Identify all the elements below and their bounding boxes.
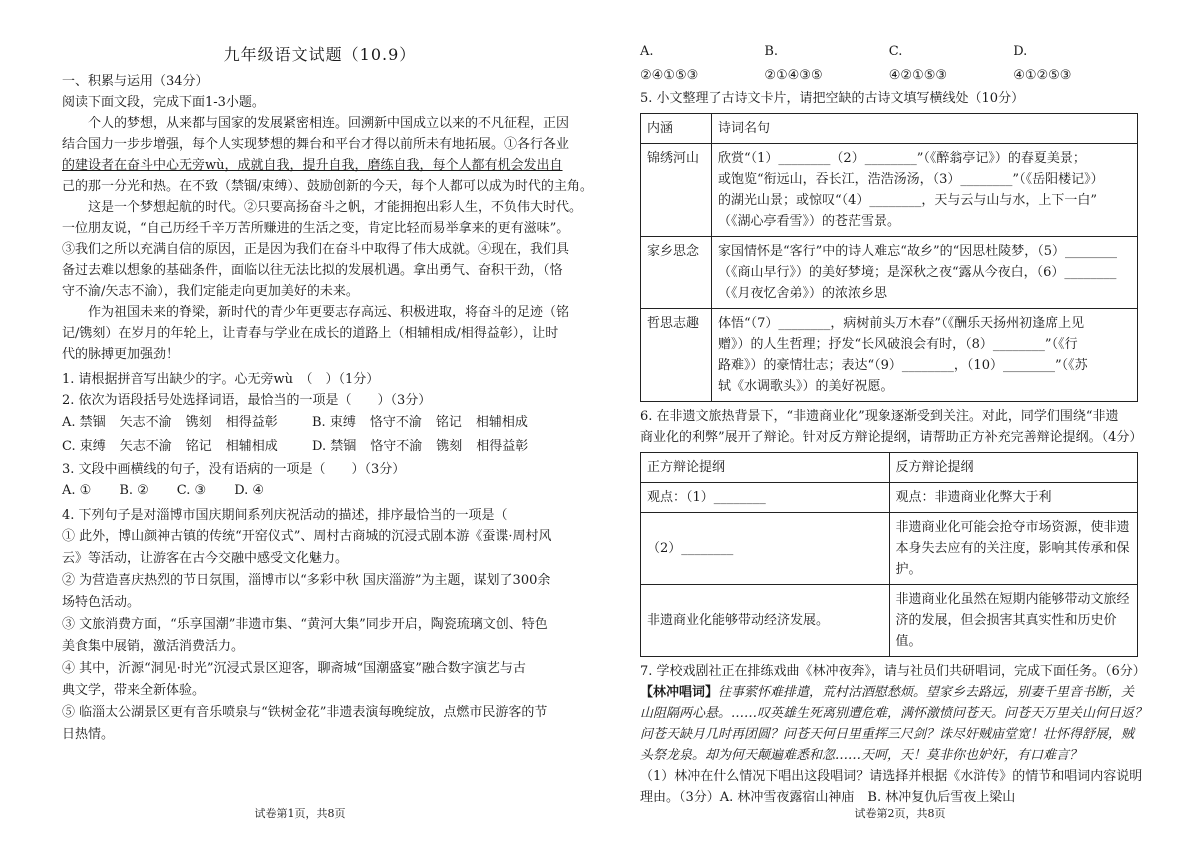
item-line: ① 此外，博山颜神古镇的传统“开窑仪式”、周村古商城的沉浸式剧本游《蚕谍·周村风	[62, 529, 552, 544]
page-2	[600, 0, 1200, 849]
question-5: 5. 小文整理了古诗文卡片，请把空缺的古诗文填写横线处（10分）	[640, 91, 1025, 106]
table-header-cell: 诗词名句	[712, 114, 1138, 144]
question-7-1: 理由。（3分）A. 林冲雪夜露宿山神庙 B. 林冲复仇后雪夜上梁山	[640, 790, 1016, 805]
content-line: 或饱览“衔远山，吞长江，浩浩汤汤，（3）________”（《岳阳楼记》）	[718, 172, 1104, 187]
question-7: 7. 学校戏剧社正在排练戏曲《林冲夜奔》，请与社员们共研唱词，完成下面任务。（6分）	[640, 664, 1146, 679]
question-4-items	[62, 526, 578, 746]
row-content[interactable]	[712, 237, 1138, 309]
table-row	[641, 144, 1138, 237]
question-2-options-row	[62, 411, 578, 435]
table-row	[641, 483, 1138, 513]
passage-line: 这是一个梦想起航的时代。②只要高扬奋斗之帆，才能拥抱出彩人生，不负伟大时代。	[62, 200, 583, 215]
lyric-tag: 【林冲唱词】	[640, 685, 719, 700]
question-6-line: 6. 在非遗文旅热背景下，“非遗商业化”现象逐渐受到关注。对此，同学们围绕“非遗	[640, 409, 1119, 424]
question-1: 1. 请根据拼音写出缺少的字。心无旁wù （ ）（1分）	[62, 372, 380, 387]
row-content[interactable]	[712, 309, 1138, 402]
option-c[interactable]: C. ③	[176, 483, 207, 498]
table-cell: 非遗商业化可能会抢夺市场资源，使非遗本身失去应有的关注度，影响其传承和保护。	[889, 513, 1138, 585]
option-d[interactable]: D. 禁锢 恪守不渝 镌刻 相得益彰	[312, 439, 529, 454]
content-line: 的湖光山景；或惊叹“（4）________，天与云与山与水，上下一白”	[718, 193, 1098, 208]
reading-passage	[62, 113, 593, 365]
passage-line: 代的脉搏更加强劲！	[62, 347, 180, 362]
table-row	[641, 513, 1138, 585]
row-label: 锦绣河山	[641, 144, 712, 237]
item-line: ② 为营造喜庆热烈的节日氛围，淄博市以“多彩中秋 国庆淄游”为主题，谋划了300余	[62, 573, 551, 588]
passage-line: 的建设者在奋斗中心无旁wù，成就自我，提升自我，磨练自我，每个人都有机会发出自	[62, 158, 563, 173]
item-line: 日热情。	[62, 727, 115, 742]
page-footer: 试卷第2页，共8页	[854, 807, 946, 820]
passage-line: 作为祖国未来的脊梁，新时代的青少年更要志存高远、积极进取，将奋斗的足迹（铭	[62, 305, 570, 320]
content-line: （《月夜忆舍弟》）的浓浓乡思	[718, 286, 888, 301]
table-row	[641, 309, 1138, 402]
row-content[interactable]	[712, 144, 1138, 237]
content-line: 家国情怀是“客行”中的诗人难忘“故乡”的“因思杜陵梦，（5）________	[718, 244, 1118, 259]
option-d[interactable]: D. ④①②⑤③	[1013, 44, 1072, 83]
exam-title: 九年级语文试题（10.9）	[223, 45, 417, 64]
poetry-card-table	[640, 113, 1138, 402]
table-row	[641, 585, 1138, 657]
section-heading: 一、积累与运用（34分）	[62, 74, 209, 89]
content-line: （《湖心亭看雪》）的苍茫雪景。	[718, 214, 901, 229]
passage-line: 己的那一分光和热。在不致（禁锢/束缚）、鼓励创新的今天，每个人都可以成为时代的主角。	[62, 179, 593, 194]
question-3: 3. 文段中画横线的句子，没有语病的一项是（ ）（3分）	[62, 462, 406, 477]
option-c[interactable]: C. ④②①⑤③	[888, 44, 948, 83]
option-d[interactable]: D. ④	[234, 483, 265, 498]
lyric-line: 往事萦怀难排遣，荒村沽酒慰愁烦。望家乡去路远，别妻千里音书断，关	[718, 685, 1135, 700]
table-header-row	[641, 114, 1138, 144]
question-2: 2. 依次为语段括号处选择词语，最恰当的一项是（ ）（3分）	[62, 393, 432, 408]
row-label: 哲思志趣	[641, 309, 712, 402]
question-7-1: （1）林冲在什么情况下唱出这段唱词？请选择并根据《水浒传》的情节和唱词内容说明	[640, 769, 1143, 784]
question-3-options	[62, 480, 578, 501]
table-cell: 观点：非遗商业化弊大于利	[889, 483, 1138, 513]
table-header-cell: 内涵	[641, 114, 712, 144]
item-line: ④ 其中，沂源“洞见·时光”沉浸式景区迎客，聊斋城“国潮盛宴”融合数字演艺与古	[62, 661, 526, 676]
content-line: 轼《水调歌头》）的美好祝愿。	[718, 379, 894, 394]
content-line: 欣赏“（1）________（2）________”（《醉翁亭记》）的春夏美景；	[718, 151, 1086, 166]
lyric-line: 头祭龙泉。却为何天颠遍难悉和忽……天呵，天！莫非你也妒奸，有口难言？	[640, 748, 1083, 763]
content-line: 路难》）的豪情壮志；表达“（9）________，（10）________”（《苏	[718, 358, 1088, 373]
table-header-cell: 正方辩论提纲	[641, 453, 890, 483]
passage-line: 备过去难以想象的基础条件，面临以往无法比拟的发展机遇。拿出勇气、奋积干劲，（恪	[62, 263, 563, 278]
item-line: 美食集中展销，激活消费活力。	[62, 639, 245, 654]
option-c[interactable]: C. 束缚 矢志不渝 铭记 相辅相成	[62, 439, 278, 454]
table-header-row	[641, 453, 1138, 483]
item-line: ⑤ 临淄太公湖景区更有音乐喷泉与“铁树金花”非遗表演每晚绽放，点燃市民游客的节	[62, 705, 548, 720]
passage-line: 记/镌刻）在岁月的年轮上，让青春与学业在成长的道路上（相辅相成/相得益彰），让时	[62, 326, 559, 341]
passage-line: 一位朋友说，“自己历经千辛万苦所赚进的生活之变，肯定比轻而易举拿来的更有滋味”。	[62, 221, 570, 236]
row-label: 家乡思念	[641, 237, 712, 309]
reading-intro: 阅读下面文段，完成下面1-3小题。	[62, 95, 265, 110]
page-footer: 试卷第1页，共8页	[254, 807, 346, 820]
option-a[interactable]: A. 禁锢 矢志不渝 镌刻 相得益彰	[62, 415, 278, 430]
passage-line: ③我们之所以充满自信的原因，正是因为我们在奋斗中取得了伟大成就。④现在，我们具	[62, 242, 570, 257]
option-b[interactable]: B. 束缚 恪守不渝 铭记 相辅相成	[312, 415, 528, 430]
item-line: 云》等活动，让游客在古今交融中感受文化魅力。	[62, 551, 349, 566]
lyric-line: 山阻隔两心悬。……叹英雄生死离别遭危难，满怀激愤问苍天。问苍天万里关山何日返？	[640, 706, 1148, 721]
question-2-options-row	[62, 435, 578, 459]
debate-table	[640, 452, 1138, 657]
option-a[interactable]: A. ①	[62, 483, 92, 498]
item-line: 场特色活动。	[62, 595, 141, 610]
lyric-block	[640, 682, 1148, 766]
content-line: 赠》）的人生哲理；抒发“长风破浪会有时，（8）________”（《行	[718, 337, 1078, 352]
content-line: （《商山早行》）的美好梦境；是深秋之夜“露从今夜白，（6）________	[718, 265, 1117, 280]
table-row	[641, 237, 1138, 309]
table-cell[interactable]: （2）________	[641, 513, 890, 585]
passage-line: 个人的梦想，从来都与国家的发展紧密相连。回溯新中国成立以来的不凡征程，正因	[62, 116, 570, 131]
question-6-line: 商业化的利弊”展开了辩论。针对反方辩论提纲，请帮助正方补充完善辩论提纲。（4分）	[640, 430, 1143, 445]
option-a[interactable]: A. ②④①⑤③	[640, 44, 699, 83]
table-cell: 非遗商业化虽然在短期内能够带动文旅经济的发展，但会损害其真实性和历史价值。	[889, 585, 1138, 657]
table-cell[interactable]: 观点：（1）________	[641, 483, 890, 513]
option-b[interactable]: B. ②①④③⑤	[764, 44, 823, 83]
question-4: 4. 下列句子是对淄博市国庆期间系列庆祝活动的描述，排序最恰当的一项是（	[62, 508, 508, 523]
passage-line: 结合国力一步步增强，每个人实现梦想的舞台和平台才得以前所未有地拓展。①各行各业	[62, 137, 570, 152]
table-cell: 非遗商业化能够带动经济发展。	[641, 585, 890, 657]
item-line: ③ 文旅消费方面，“乐享国潮”非遗市集、“黄河大集”同步开启，陶瓷琉璃文创、特色	[62, 617, 548, 632]
content-line: 体悟“（7）________，病树前头万木春”（《酬乐天扬州初逢席上见	[718, 316, 1085, 331]
option-b[interactable]: B. ②	[119, 483, 149, 498]
lyric-line: 问苍天缺月几时再团圆？问苍天何日里重挥三尺剑？诛尽奸贼庙堂宽！壮怀得舒展，贼	[640, 727, 1135, 742]
question-4-options	[640, 40, 1138, 88]
item-line: 典文学，带来全新体验。	[62, 683, 206, 698]
table-header-cell: 反方辩论提纲	[889, 453, 1138, 483]
passage-line: 守不渝/矢志不渝），我们定能走向更加美好的未来。	[62, 284, 359, 299]
